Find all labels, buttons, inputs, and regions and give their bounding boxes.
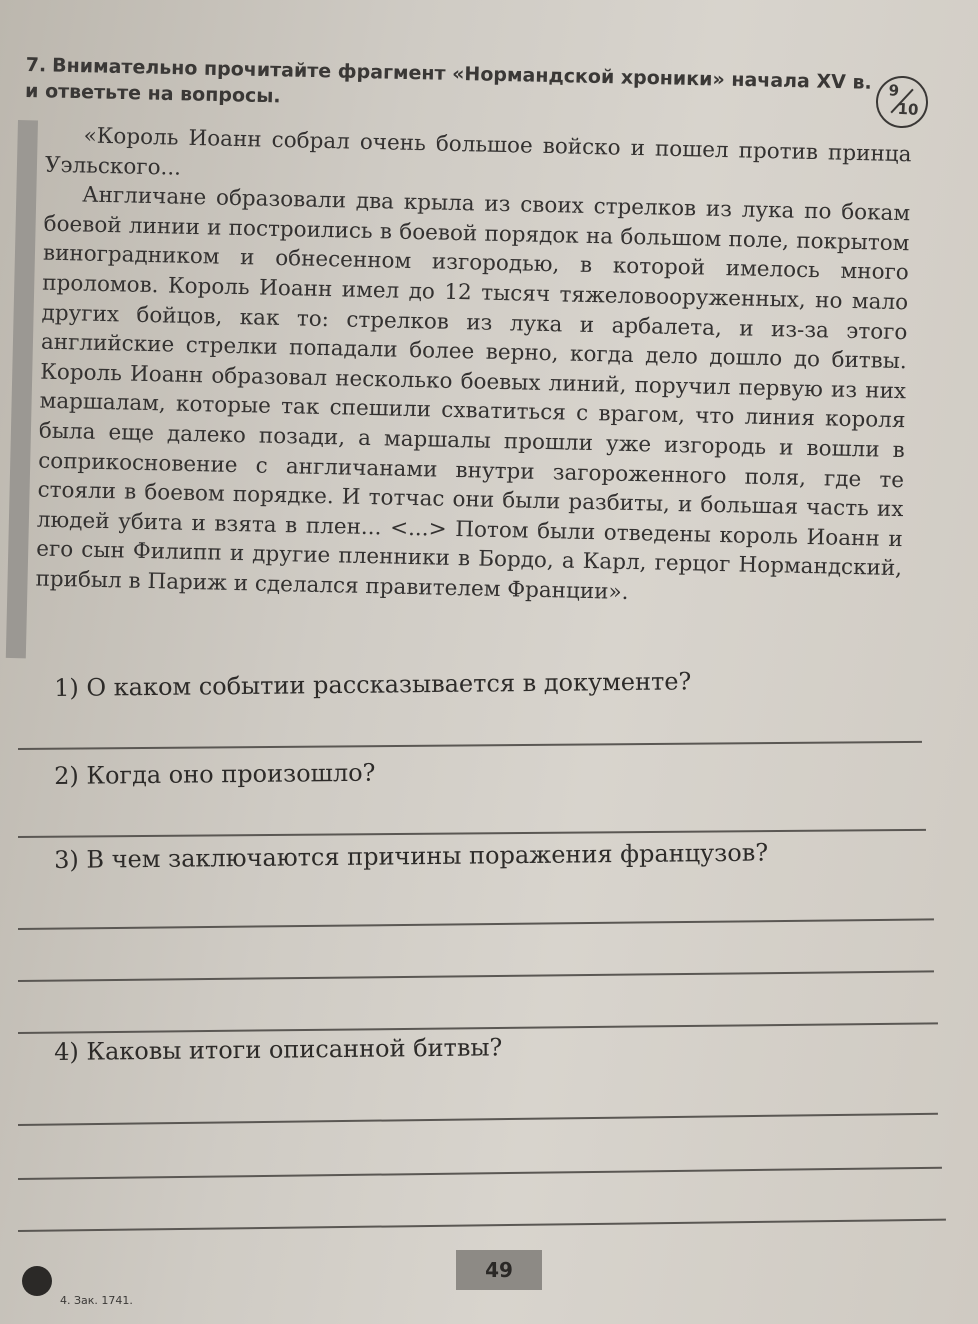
answer-line[interactable]	[18, 1167, 942, 1180]
score-earned: 9	[888, 81, 900, 100]
quote-paragraph: «Король Иоанн собрал очень большое войско и пошел против принца Уэльского...	[44, 123, 912, 181]
score-max: 10	[897, 99, 919, 119]
question-1: 1) О каком событии рассказывается в документе?	[54, 667, 692, 702]
task-number: 7.	[25, 53, 47, 77]
answer-line[interactable]	[18, 741, 922, 750]
question-4: 4) Каковы итоги описанной битвы?	[54, 1033, 503, 1066]
answer-line[interactable]	[18, 918, 934, 929]
quote-text	[35, 121, 912, 614]
answer-line[interactable]	[18, 1022, 938, 1033]
print-mark	[22, 1266, 52, 1296]
quote-margin-bar	[6, 120, 38, 658]
page-number: 49	[456, 1250, 542, 1290]
question-2: 2) Когда оно произошло?	[54, 758, 376, 790]
task-title: Внимательно прочитайте фрагмент «Нормандской хроники» начала XV в. и ответьте на вопросы.	[24, 54, 872, 108]
answer-line[interactable]	[18, 1113, 938, 1126]
task-header	[25, 52, 886, 122]
quote-paragraph: Англичане образовали два крыла из своих стрелков из лука по бокам боевой линии и построились в боевой порядок на большом поле, покрытом виноградником и обнесенном изгородью, в которой имелось много проломов. Король Иоанн имел до 12 тысяч тяжеловооруженных, но мало других бойцов, как то: стрелков из лука и арбалета, и из-за этого английские стрелки попадали более верно, когда дело дошло до битвы. Король Иоанн образовал несколько боевых линий, поручил первую из них маршалам, которые так спешили схватиться с врагом, что линия короля была еще далеко позади, а маршалы прошли уже изгородь и вошли в соприкосновение с англичанами внутри загороженного поля, где те стояли в боевом порядке. И тотчас они были разбиты, и большая часть их людей убита и взята в плен... <...> Потом были отведены король Иоанн и его сын Филипп и другие пленники в Бордо, а Карл, герцог Нормандский, прибыл в Париж и сделался правителем Франции».	[35, 182, 911, 605]
answer-line[interactable]	[18, 970, 934, 981]
print-code: 4. Зак. 1741.	[60, 1294, 133, 1307]
source-quote	[6, 120, 920, 678]
question-3: 3) В чем заключаются причины поражения французов?	[54, 838, 769, 874]
answer-line[interactable]	[18, 1219, 946, 1232]
answer-line[interactable]	[18, 829, 926, 838]
